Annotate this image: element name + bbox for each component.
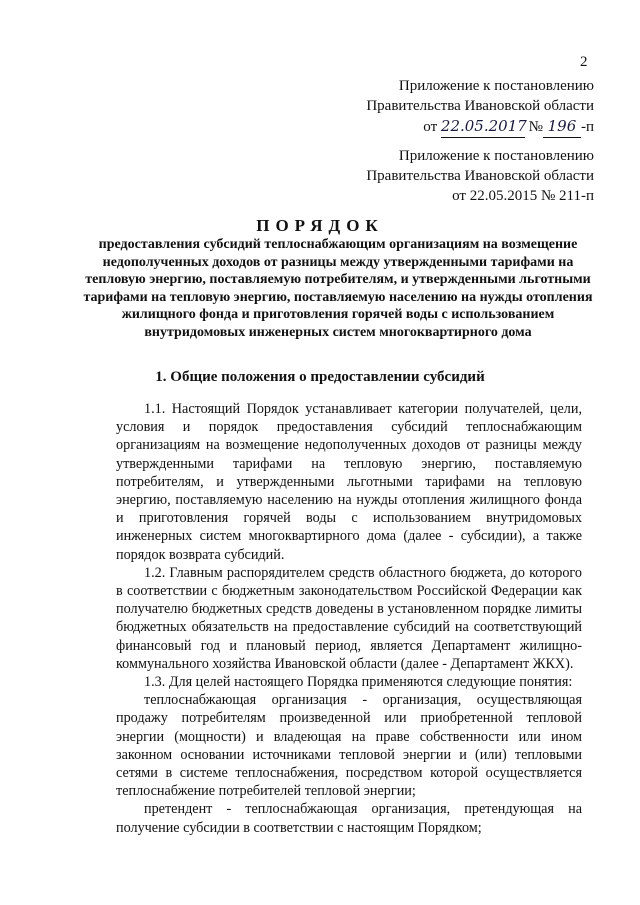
appendix-current: [364, 76, 594, 138]
document-subtitle: предоставления субсидий теплоснабжающим организациям на возмещение недополученных доходов от разницы между утвержденными тарифами на тепловую энергию, поставляемую потребителям, и утвержденными льготными тарифами на тепловую энергию, поставляемую населению на нужды отопления жилищного фонда и приготовления горячей воды с использованием внутридомовых инженерных систем многоквартирного дома: [83, 237, 593, 340]
handwritten-number: 196: [547, 117, 577, 135]
appendix-current-line1: Приложение к постановлению: [398, 78, 594, 94]
appendix-date-prefix: от: [423, 119, 438, 135]
definition-applicant: претендент - теплоснабжающая организация, претендующая на получение субсидии в соответствии с настоящим Порядком;: [116, 801, 582, 836]
appendix-previous-line3: от 22.05.2015 № 211-п: [452, 188, 594, 204]
appendix-number-suffix: -п: [580, 119, 594, 135]
paragraph-1-2: 1.2. Главным распорядителем средств областного бюджета, до которого в соответствии с бюджетным законодательством Российской Федерации как получателю бюджетных средств доведены в установленном порядке лимиты бюджетных обязательств на предоставление субсидий на соответствующий финансовый год и плановый период, является Департамент жилищно-коммунального хозяйства Ивановской области (далее - Департамент ЖКХ).: [116, 564, 582, 672]
document-title: ПОРЯДОК: [256, 216, 384, 235]
document-body: [116, 400, 582, 837]
appendix-current-line2: Правительства Ивановской области: [366, 98, 594, 114]
appendix-current-line3: [364, 116, 594, 138]
page-number: 2: [580, 54, 588, 70]
section-heading: 1. Общие положения о предоставлении субсидий: [155, 369, 485, 385]
paragraph-1-1: 1.1. Настоящий Порядок устанавливает категории получателей, цели, условия и порядок предоставления субсидий теплоснабжающим организациям на возмещение недополученных доходов от разницы между утвержденными тарифами на тепловую энергию, поставляемую потребителям, и утвержденными льготными тарифами на тепловую энергию, поставляемую населению на нужды отопления жилищного фонда и приготовления горячей воды с использованием внутридомовых инженерных систем многоквартирного дома (далее - субсидии), а также порядок возврата субсидий.: [116, 401, 582, 563]
appendix-date-field: [441, 116, 525, 138]
handwritten-date: 22.05.2017: [440, 117, 527, 135]
appendix-previous: [354, 146, 594, 206]
appendix-number-field: [543, 116, 581, 138]
appendix-number-sign: №: [528, 119, 543, 135]
definition-heat-supply-org: теплоснабжающая организация - организация, осуществляющая продажу потребителям произведенной или приобретенной тепловой энергии (мощности) и владеющая на праве собственности или ином законном основании источниками тепловой энергии и (или) тепловыми сетями в системе теплоснабжения, посредством которой осуществляется теплоснабжение потребителей тепловой энергии;: [116, 692, 582, 800]
appendix-previous-line2: Правительства Ивановской области: [366, 168, 594, 184]
appendix-previous-line1: Приложение к постановлению: [398, 148, 594, 164]
paragraph-1-3: 1.3. Для целей настоящего Порядка применяются следующие понятия:: [144, 674, 573, 691]
